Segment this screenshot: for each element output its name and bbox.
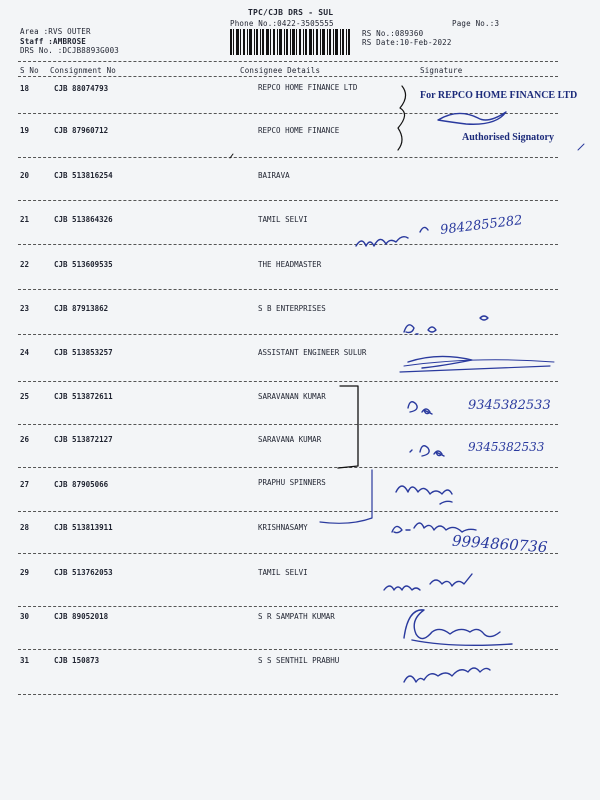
row-consignment: CJB 513762053 bbox=[54, 568, 113, 577]
row-divider bbox=[18, 424, 558, 425]
row-consignment: CJB 513853257 bbox=[54, 348, 113, 357]
barcode bbox=[230, 29, 350, 55]
col-header-signature: Signature bbox=[420, 66, 463, 75]
page-number: Page No.:3 bbox=[452, 19, 500, 28]
row-consignment: CJB 88074793 bbox=[54, 84, 109, 93]
row-consignee: REPCO HOME FINANCE LTD bbox=[258, 83, 358, 92]
row-consignee: PRAPHU SPINNERS bbox=[258, 478, 326, 487]
row-consignee: S R SAMPATH KUMAR bbox=[258, 612, 335, 621]
row-consignment: CJB 150873 bbox=[54, 656, 100, 665]
col-header-consignment: Consignment No bbox=[50, 66, 117, 75]
handwritten-phone: 9994860736 bbox=[451, 531, 548, 557]
row-consignment: CJB 513609535 bbox=[54, 260, 113, 269]
handwritten-phone: 9345382533 bbox=[468, 398, 551, 413]
row-consignment: CJB 513813911 bbox=[54, 523, 113, 532]
row-divider bbox=[18, 511, 558, 512]
row-divider bbox=[18, 113, 558, 114]
header-divider-bottom bbox=[18, 76, 558, 77]
row-sno: 21 bbox=[20, 215, 30, 224]
staff-label: Staff :AMBROSE bbox=[20, 37, 87, 46]
row-divider bbox=[18, 157, 558, 158]
rs-date: RS Date:10-Feb-2022 bbox=[362, 38, 452, 47]
row-consignment: CJB 87913862 bbox=[54, 304, 109, 313]
row-consignee: S S SENTHIL PRABHU bbox=[258, 656, 340, 665]
row-consignment: CJB 513816254 bbox=[54, 171, 113, 180]
row-sno: 18 bbox=[20, 84, 30, 93]
row-consignment: CJB 513872611 bbox=[54, 392, 113, 401]
row-sno: 27 bbox=[20, 480, 30, 489]
row-consignment: CJB 513872127 bbox=[54, 435, 113, 444]
drs-number: DRS No. :DCJB8893G003 bbox=[20, 46, 120, 55]
row-divider bbox=[18, 289, 558, 290]
row-sno: 28 bbox=[20, 523, 30, 532]
row-sno: 25 bbox=[20, 392, 30, 401]
row-sno: 22 bbox=[20, 260, 30, 269]
phone-number: Phone No.:0422-3505555 bbox=[230, 19, 334, 28]
row-divider bbox=[18, 553, 558, 554]
row-sno: 26 bbox=[20, 435, 30, 444]
row-divider bbox=[18, 244, 558, 245]
row-consignee: SARAVANA KUMAR bbox=[258, 435, 322, 444]
header-divider-top bbox=[18, 61, 558, 62]
row-divider bbox=[18, 694, 558, 695]
rs-number: RS No.:089360 bbox=[362, 29, 424, 38]
row-consignment: CJB 87905066 bbox=[54, 480, 109, 489]
row-sno: 23 bbox=[20, 304, 30, 313]
row-consignee: ASSISTANT ENGINEER SULUR bbox=[258, 348, 367, 357]
sheet-title: TPC/CJB DRS - SUL bbox=[248, 8, 334, 17]
area-label: Area :RVS OUTER bbox=[20, 27, 91, 36]
row-consignee: KRISHNASAMY bbox=[258, 523, 308, 532]
row-consignee: TAMIL SELVI bbox=[258, 568, 308, 577]
col-header-consignee: Consignee Details bbox=[240, 66, 321, 75]
row-sno: 29 bbox=[20, 568, 30, 577]
row-consignment: CJB 87960712 bbox=[54, 126, 109, 135]
row-consignee: SARAVANAN KUMAR bbox=[258, 392, 326, 401]
row-sno: 19 bbox=[20, 126, 30, 135]
row-consignee: REPCO HOME FINANCE bbox=[258, 126, 340, 135]
row-sno: 20 bbox=[20, 171, 30, 180]
row-divider bbox=[18, 381, 558, 382]
row-consignment: CJB 89052018 bbox=[54, 612, 109, 621]
row-divider bbox=[18, 467, 558, 468]
row-consignee: THE HEADMASTER bbox=[258, 260, 322, 269]
handwritten-phone: 9842855282 bbox=[439, 213, 524, 238]
col-header-sno: S No bbox=[20, 66, 39, 75]
row-sno: 24 bbox=[20, 348, 30, 357]
row-consignee: S B ENTERPRISES bbox=[258, 304, 326, 313]
row-divider bbox=[18, 334, 558, 335]
row-consignment: CJB 513864326 bbox=[54, 215, 113, 224]
row-divider bbox=[18, 200, 558, 201]
row-sno: 31 bbox=[20, 656, 30, 665]
row-divider bbox=[18, 649, 558, 650]
handwritten-phone: 9345382533 bbox=[468, 440, 545, 454]
row-sno: 30 bbox=[20, 612, 30, 621]
company-stamp-title: For REPCO HOME FINANCE LTD bbox=[420, 90, 578, 101]
row-consignee: BAIRAVA bbox=[258, 171, 290, 180]
company-stamp-signatory: Authorised Signatory bbox=[462, 132, 554, 143]
row-divider bbox=[18, 606, 558, 607]
row-consignee: TAMIL SELVI bbox=[258, 215, 308, 224]
